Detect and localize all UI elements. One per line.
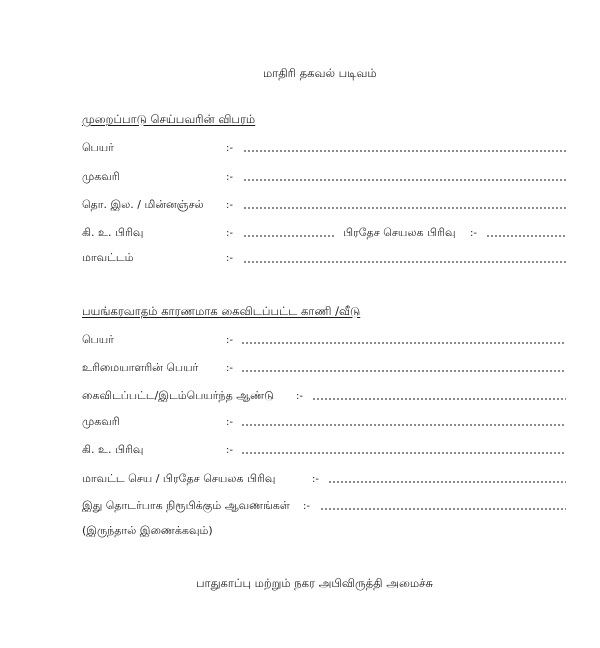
- colon: :-: [226, 253, 233, 264]
- property-owner-field[interactable]: [241, 370, 566, 372]
- property-address-field[interactable]: [241, 424, 566, 426]
- property-documents-field[interactable]: [320, 508, 566, 510]
- colon: :-: [296, 391, 303, 402]
- colon: :-: [303, 501, 310, 512]
- property-district-ds-field[interactable]: [328, 481, 566, 483]
- property-address-label: முகவரி: [82, 415, 120, 428]
- ministry-footer: பாதுகாப்பு மற்றும் நகர அபிவிருத்தி அமைச்சு: [196, 576, 433, 590]
- complainant-ds-field[interactable]: [486, 235, 566, 237]
- form-title: மாதிரி தகவல் படிவம்: [263, 66, 377, 80]
- property-name-label: பெயர்: [82, 333, 114, 346]
- property-section-heading: பயங்கரவாதம் காரணமாக கைவிடப்பட்ட காணி /வீடு: [82, 304, 361, 318]
- complainant-address-field[interactable]: [243, 179, 568, 181]
- complainant-contact-label: தொ. இல. / மின்னஞ்சல்: [82, 198, 204, 211]
- property-owner-label: உரிமையாளரின் பெயர்: [82, 361, 199, 374]
- colon: :-: [226, 335, 233, 346]
- complainant-section-heading: முறைப்பாடு செய்பவரின் விபரம்: [82, 112, 256, 126]
- colon: :-: [226, 143, 233, 154]
- complainant-ds-label: பிரதேச செயலக பிரிவு: [343, 226, 456, 239]
- complainant-district-field[interactable]: [243, 261, 568, 263]
- colon: :-: [226, 172, 233, 183]
- colon: :-: [470, 228, 477, 239]
- colon: :-: [226, 363, 233, 374]
- colon: :-: [226, 445, 233, 456]
- property-gn-label: கி. உ. பிரிவு: [82, 443, 144, 456]
- complainant-district-label: மாவட்டம்: [82, 251, 134, 264]
- complainant-address-label: முகவரி: [82, 170, 120, 183]
- complainant-gn-label: கி. உ. பிரிவு: [82, 226, 144, 239]
- colon: :-: [226, 228, 233, 239]
- property-year-label: கைவிடப்பட்ட/இடம்பெயர்ந்த ஆண்டு: [82, 389, 274, 402]
- complainant-contact-field[interactable]: [243, 207, 568, 209]
- property-district-ds-label: மாவட்ட செய / பிரதேச செயலக பிரிவு: [82, 472, 276, 485]
- property-year-field[interactable]: [312, 398, 566, 400]
- colon: :-: [226, 417, 233, 428]
- colon: :-: [226, 200, 233, 211]
- property-name-field[interactable]: [241, 342, 566, 344]
- complainant-gn-field[interactable]: [243, 235, 336, 237]
- property-gn-field[interactable]: [241, 452, 566, 454]
- complainant-name-label: பெயர்: [82, 141, 114, 154]
- attach-note: (இருந்தால் இணைக்கவும்): [82, 524, 213, 537]
- property-documents-label: இது தொடர்பாக நிரூபிக்கும் ஆவணங்கள்: [82, 499, 290, 512]
- colon: :-: [312, 474, 319, 485]
- complainant-name-field[interactable]: [243, 150, 568, 152]
